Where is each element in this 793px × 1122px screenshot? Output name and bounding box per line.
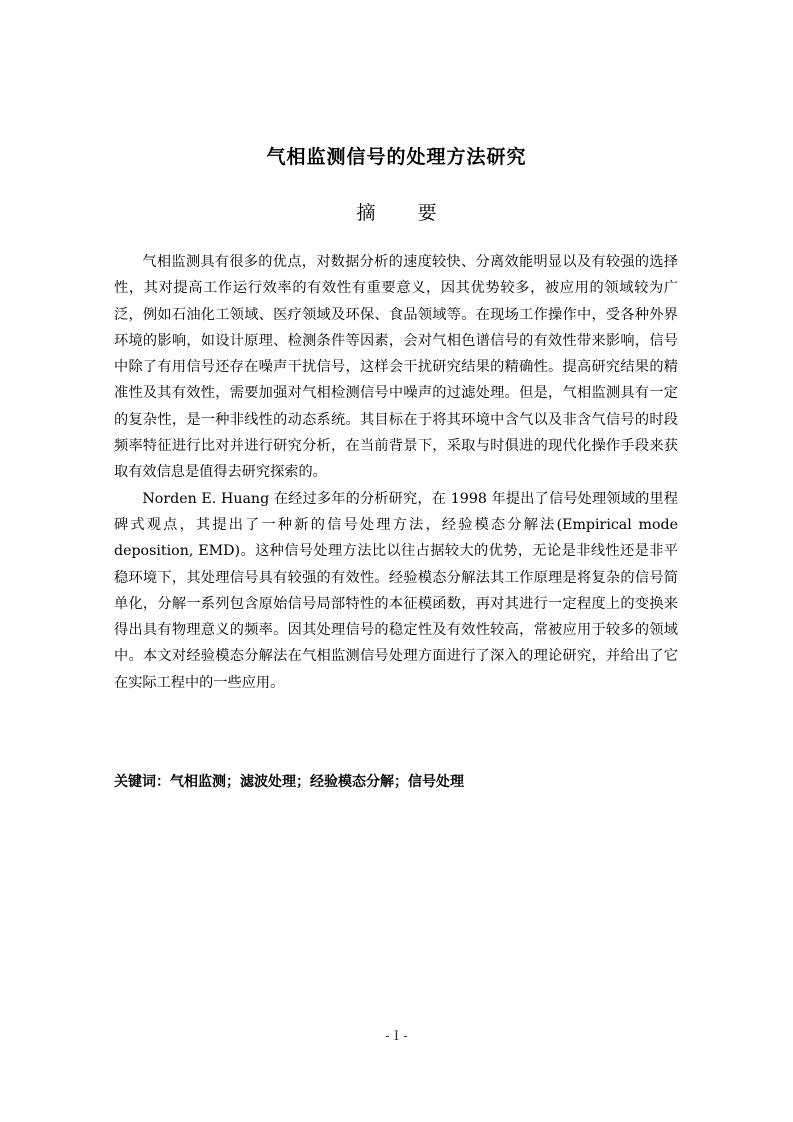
keywords-line: 关键词：气相监测；滤波处理；经验模态分解；信号处理 — [114, 774, 464, 790]
abstract-heading-char-2: 要 — [417, 202, 437, 224]
abstract-body — [114, 249, 678, 696]
abstract-paragraph-1: 气相监测具有很多的优点，对数据分析的速度较快、分离效能明显以及有较强的选择性，其对提高工作运行效率的有效性有重要意义，因其优势较多，被应用的领域较为广泛，例如石油化工领域、医疗领域及环保、食品领域等。在现场工作操作中，受各种外界环境的影响，如设计原理、检测条件等因素，会对气相色谱信号的有效性带来影响，信号中除了有用信号还存在噪声干扰信号，这样会干扰研究结果的精确性。提高研究结果的精准性及其有效性，需要加强对气相检测信号中噪声的过滤处理。但是，气相监测具有一定的复杂性，是一种非线性的动态系统。其目标在于将其环境中含气以及非含气信号的时段频率特征进行比对并进行研究分析，在当前背景下，采取与时俱进的现代化操作手段来获取有效信息是值得去研究探索的。 — [114, 254, 678, 481]
abstract-paragraph-2: Norden E. Huang 在经过多年的分析研究，在 1998 年提出了信号处理领域的里程碑式观点，其提出了一种新的信号处理方法，经验模态分解法(Empirical mode deposition, EMD)。这种信号处理方法比以往占据较大的优势，无论是非线性还是非平稳环境下，其处理信号具有较强的有效性。经验模态分解法其工作原理是将复杂的信号简单化，分解一系列包含原始信号局部特性的本征模函数，再对其进行一定程度上的变换来得出具有物理意义的频率。因其处理信号的稳定性及有效性较高，常被应用于较多的领域中。本文对经验模态分解法在气相监测信号处理方面进行了深入的理论研究，并给出了它在实际工程中的一些应用。 — [114, 490, 678, 691]
abstract-heading-char-1: 摘 — [356, 202, 376, 224]
page-title: 气相监测信号的处理方法研究 — [266, 146, 527, 168]
abstract-heading — [0, 199, 793, 227]
page-number: - I - — [385, 1029, 408, 1044]
